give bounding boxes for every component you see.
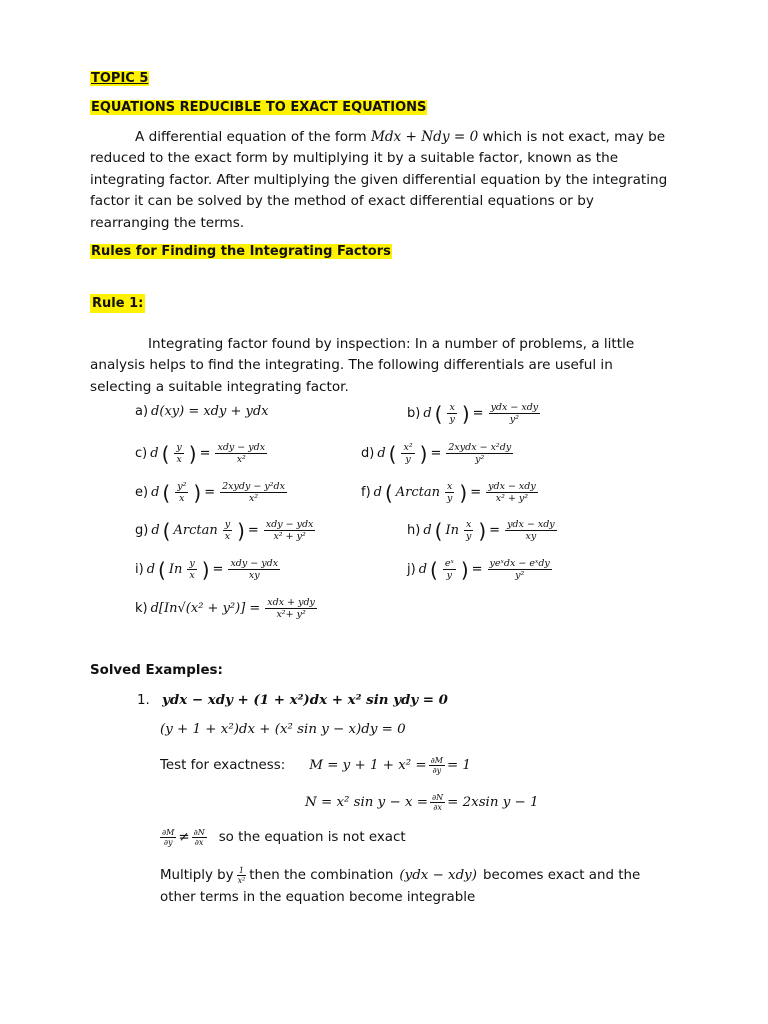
rhs-denominator: x²+ y² <box>276 609 306 620</box>
not-exact-text: so the equation is not exact <box>218 830 406 845</box>
formula-label: h) <box>407 523 421 538</box>
rule1-line: analysis helps to find the integrating. The following differentials are useful in <box>90 357 613 373</box>
multiply-text: then the combination <box>249 868 394 883</box>
inner-denominator: y <box>405 454 411 465</box>
formula-d: d <box>423 406 432 421</box>
rhs-numerator: 2xydy − y²dx <box>222 481 285 492</box>
formula-label: k) <box>135 601 148 616</box>
combination-expression: (ydx − xdy) <box>399 868 477 883</box>
formula-c: c) d ( $\frac{y}{x}$ ) = $\frac{\text{xdy − ydx}}{\text{x²}}$ <box>135 441 266 466</box>
formula-label: e) <box>135 485 149 500</box>
formula-j: j) d ( $\frac{\text{eˣ}}{y}$ ) = $\frac{\text{yeˣdx − eˣdy}}{\text{y²}}$ <box>407 557 550 582</box>
rhs-denominator: x² <box>236 454 246 465</box>
partial-numerator: ∂M <box>162 828 175 837</box>
inner-denominator: y <box>449 414 455 425</box>
formula-label: d) <box>361 446 375 461</box>
intro-first-line <box>135 127 665 149</box>
function-name: In <box>168 562 183 577</box>
rhs-numerator: xdy − ydx <box>217 442 266 453</box>
inner-numerator: x² <box>403 442 413 453</box>
function-name: Arctan <box>173 523 218 538</box>
partial-numerator: ∂M <box>430 756 443 765</box>
formula-d: d) d ( $\frac{\text{x²}}{y}$ ) = $\frac{\text{2xydx − x²dy}}{\text{y²}}$ <box>361 441 512 466</box>
formula-i: i) d ( In $\frac{y}{x}$ ) = $\frac{\text{xdy − ydx}}{xy}$ <box>135 557 279 582</box>
inner-numerator: y <box>189 558 195 569</box>
formula-label: a) <box>135 404 149 419</box>
multiply-row <box>160 866 640 885</box>
formula-h: h) d ( In $\frac{x}{y}$ ) = $\frac{\text{ydx − xdy}}{xy}$ <box>407 518 555 543</box>
function-name: In <box>445 523 459 538</box>
intro-text-a: A differential equation of the form <box>135 129 367 145</box>
rhs-numerator: xdy − ydx <box>230 558 279 569</box>
rhs-denominator: x² <box>248 493 259 504</box>
inner-denominator: x <box>179 493 185 504</box>
formula-label: i) <box>135 562 144 577</box>
partial-numerator: ∂N <box>432 793 444 802</box>
formula-d-symbol: d <box>377 446 386 461</box>
formula-label: g) <box>135 523 149 538</box>
intro-text-b: which is not exact, may be <box>482 129 666 145</box>
m-expression: M = y + 1 + x² = <box>309 758 427 773</box>
function-name: Arctan <box>395 485 441 500</box>
intro-line: integrating factor. After multiplying the given differential equation by the integrating <box>90 171 668 188</box>
partial-denominator: ∂x <box>433 803 442 812</box>
formula-d: d <box>418 562 428 577</box>
formula-d: d <box>423 523 432 538</box>
formula-g: g) d ( Arctan $\frac{y}{x}$ ) = $\frac{\text{xdy − ydx}}{\text{x² + y²}}$ <box>135 518 314 543</box>
formula-expression: d[In√(x² + y²)] = <box>150 601 261 616</box>
factor-numerator: 1 <box>238 866 244 875</box>
intro-line: rearranging the terms. <box>90 214 245 231</box>
example1-rearranged: (y + 1 + x²)dx + (x² sin y − x)dy = 0 <box>160 722 406 737</box>
rule1-heading: Rule 1: <box>92 296 144 311</box>
inner-denominator: y <box>446 570 453 581</box>
inner-numerator: eˣ <box>444 558 454 569</box>
rhs-denominator: xy <box>248 570 260 581</box>
inner-numerator: x <box>449 402 455 413</box>
formula-d: d <box>150 446 159 461</box>
rhs-numerator: ydx − xdy <box>507 519 555 530</box>
partial-numerator: ∂N <box>193 828 205 837</box>
rhs-numerator: xdy − ydx <box>265 519 314 530</box>
rhs-denominator: y² <box>515 570 525 581</box>
inner-numerator: x <box>465 519 472 530</box>
exactness-test-m <box>160 756 471 775</box>
test-label: Test for exactness: <box>160 758 286 773</box>
inner-numerator: y <box>224 519 231 530</box>
rhs-numerator: ydx − xdy <box>490 402 539 413</box>
inner-denominator: x <box>189 570 195 581</box>
not-exact-row <box>158 828 406 847</box>
formula-d: d <box>151 485 160 500</box>
rhs-numerator: yeˣdx − eˣdy <box>489 558 550 569</box>
rhs-denominator: x² + y² <box>273 531 306 542</box>
rhs-numerator: ydx − xdy <box>488 481 536 492</box>
intro-formula: Mdx + Ndy = 0 <box>370 129 479 145</box>
inner-denominator: y <box>465 531 472 542</box>
example-number: 1. <box>137 693 150 708</box>
example-equation: ydx − xdy + (1 + x²)dx + x² sin ydy = 0 <box>162 692 448 708</box>
m-value: = 1 <box>446 758 471 773</box>
intro-paragraph <box>90 148 667 234</box>
formula-e: e) d ( $\frac{\text{y²}}{x}$ ) = $\frac{\text{2xydy − y²dx}}{\text{x²}}$ <box>135 480 285 505</box>
inner-numerator: y <box>176 442 182 453</box>
formula-b: b) d ( $\frac{x}{y}$ ) = $\frac{\text{ydx − xdy}}{\text{y²}}$ <box>407 401 539 426</box>
partial-denominator: ∂y <box>163 838 173 847</box>
formula-d: d <box>146 562 156 577</box>
rules-heading: Rules for Finding the Integrating Factors <box>91 244 391 259</box>
partial-denominator: ∂x <box>194 838 204 847</box>
n-expression: N = x² sin y − x = <box>305 795 428 810</box>
formula-expression: d(xy) = xdy + ydx <box>151 404 269 419</box>
formula-label: j) <box>407 562 416 577</box>
inner-numerator: x <box>447 481 453 492</box>
partial-denominator: ∂y <box>432 766 442 775</box>
rule1-paragraph <box>90 355 613 398</box>
rule1-first-line: Integrating factor found by inspection: In a number of problems, a little <box>148 336 635 352</box>
formula-d: d <box>373 485 382 500</box>
rhs-numerator: xdx + ydy <box>267 597 315 608</box>
rhs-denominator: y² <box>509 414 519 425</box>
formula-label: f) <box>361 485 371 500</box>
solved-examples-heading: Solved Examples: <box>90 663 223 678</box>
formula-a <box>135 404 269 419</box>
topic-label: TOPIC 5 <box>91 71 149 86</box>
factor-denominator: x² <box>237 876 246 885</box>
n-value: = 2xsin y − 1 <box>447 795 539 810</box>
formula-f: f) d ( Arctan $\frac{x}{y}$ ) = $\frac{\text{ydx − xdy}}{\text{x² + y²}}$ <box>361 480 536 505</box>
inner-denominator: x <box>224 531 231 542</box>
example1-equation-row <box>137 692 448 708</box>
intro-line: reduced to the exact form by multiplying it by a suitable factor, known as the <box>90 150 619 166</box>
formula-k <box>135 597 319 620</box>
multiply-text: Multiply by <box>160 868 234 883</box>
rhs-numerator: 2xydx − x²dy <box>448 442 512 453</box>
formula-label: b) <box>407 406 421 421</box>
rule1-line: selecting a suitable integrating factor. <box>90 378 349 395</box>
multiply-text: becomes exact and the <box>482 868 641 883</box>
rhs-denominator: y² <box>475 454 485 465</box>
rhs-denominator: xy <box>525 531 537 542</box>
inner-denominator: x <box>176 454 182 465</box>
multiply-line2: other terms in the equation become integrable <box>160 890 476 905</box>
formula-d: d <box>151 523 160 538</box>
section-heading: EQUATIONS REDUCIBLE TO EXACT EQUATIONS <box>91 100 427 115</box>
rhs-denominator: x² + y² <box>495 493 529 504</box>
not-equal-sign: ≠ <box>178 830 190 845</box>
exactness-test-n <box>305 793 539 812</box>
formula-label: c) <box>135 446 148 461</box>
intro-line: factor it can be solved by the method of exact differential equations or by <box>90 193 594 209</box>
inner-numerator: y² <box>177 481 187 492</box>
inner-denominator: y <box>447 493 453 504</box>
